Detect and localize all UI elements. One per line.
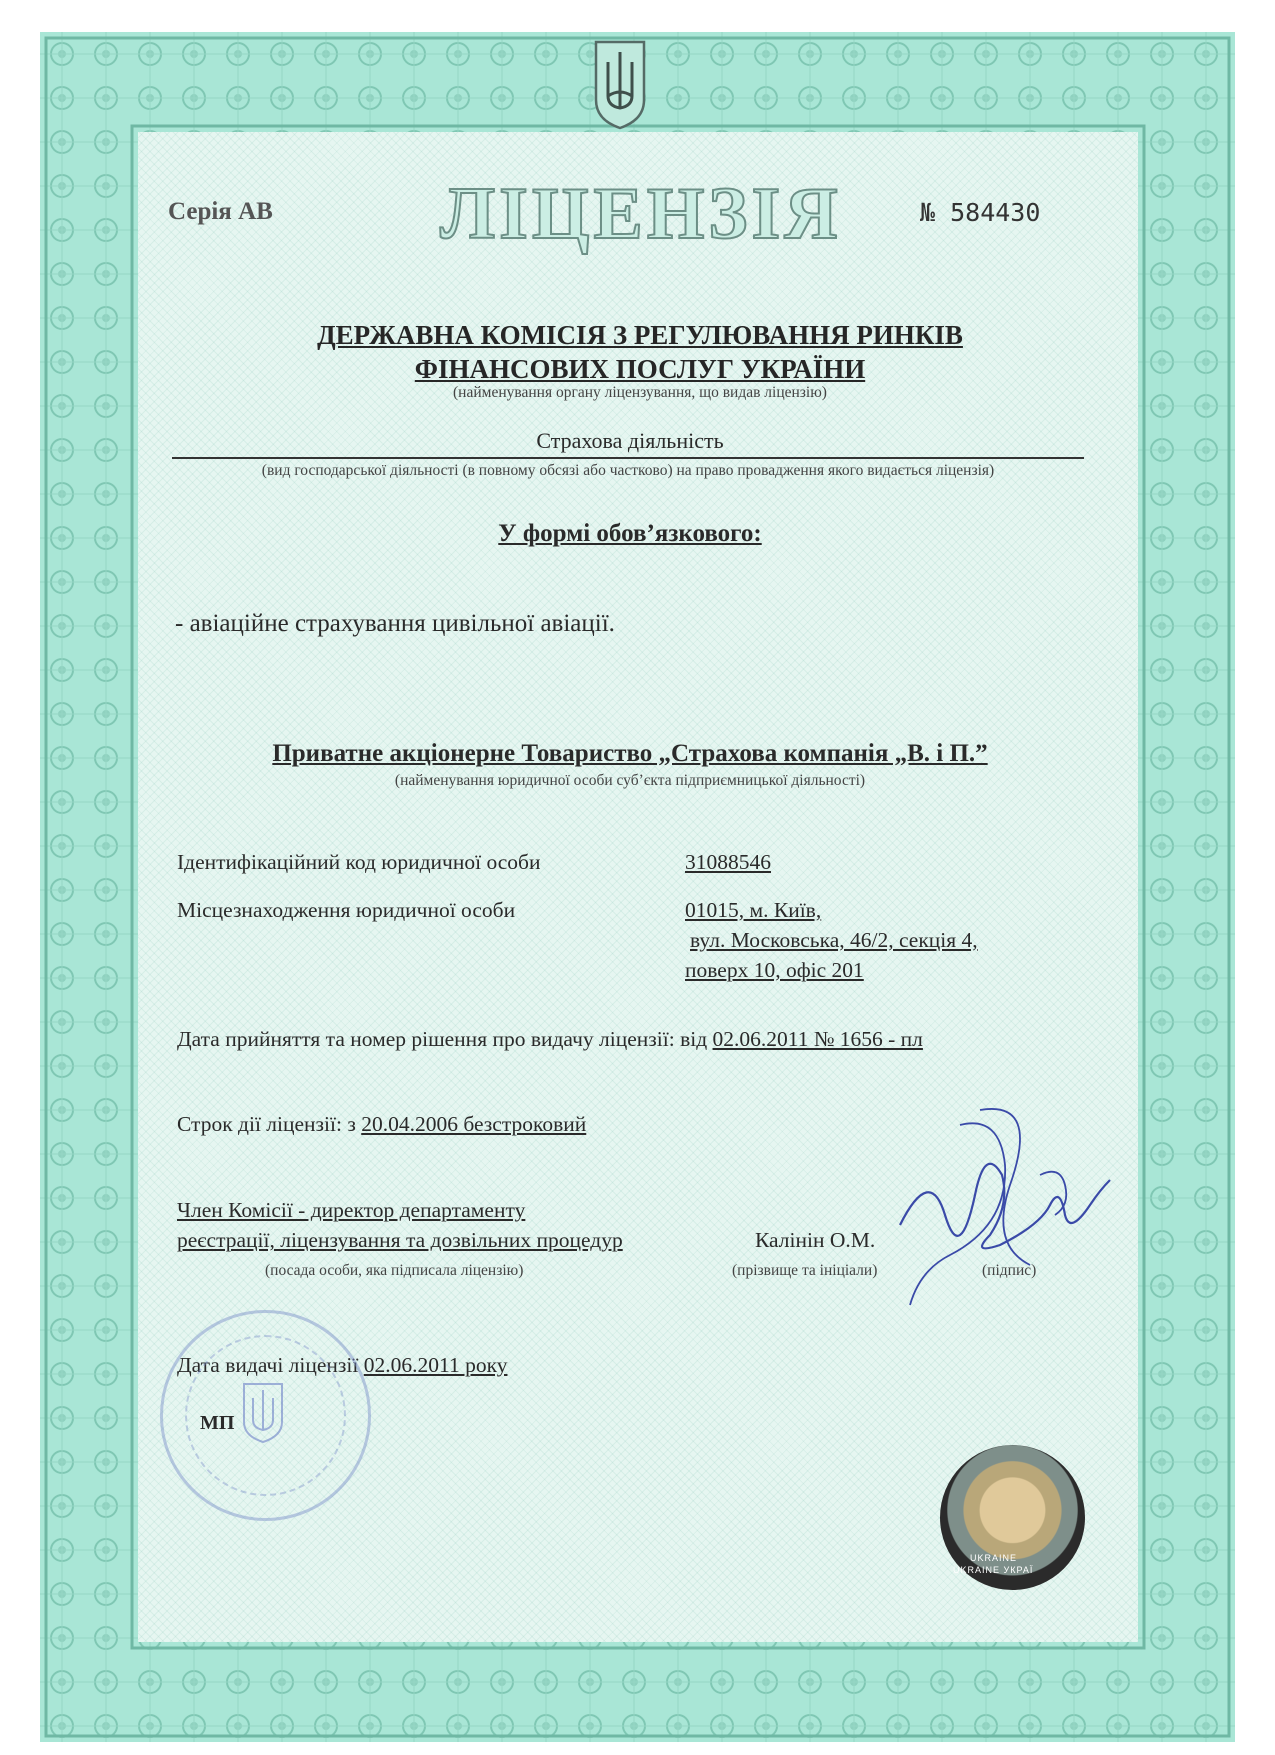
activity-rule — [172, 457, 1084, 459]
license-series: Серія АВ — [168, 198, 273, 225]
hologram-text-1: UKRAINE — [970, 1553, 1018, 1563]
address-label: Місцезнаходження юридичної особи — [177, 898, 516, 922]
stamp-trident-icon — [240, 1380, 286, 1444]
hologram-text-2: UKRAINE УКРАЇ — [953, 1565, 1034, 1575]
license-title: ЛІЦЕНЗІЯ — [440, 173, 842, 255]
handwritten-signature — [890, 1105, 1120, 1335]
signatory-position-caption: (посада особи, яка підписала ліцензію) — [265, 1262, 524, 1279]
signature-caption: (підпис) — [982, 1262, 1037, 1279]
license-number: № 584430 — [920, 198, 1041, 227]
signatory-position-line-1: Член Комісії - директор департаменту — [177, 1198, 526, 1222]
authority-line-2: ФІНАНСОВИХ ПОСЛУГ УКРАЇНИ — [414, 354, 866, 384]
signatory-name-caption: (прізвище та ініціали) — [732, 1262, 878, 1279]
seal-label: МП — [200, 1412, 235, 1434]
activity-caption: (вид господарської діяльності (в повному обсязі або частково) на право провадження якого видається ліцензія) — [261, 462, 995, 479]
validity-label: Строк дії ліцензії: з — [177, 1112, 356, 1136]
activity-type: Страхова діяльність — [536, 428, 724, 453]
form-heading: У формі обов’язкового: — [498, 520, 762, 547]
issue-date-label: Дата видачі ліцензії — [177, 1353, 359, 1377]
trident-emblem-icon — [592, 38, 648, 130]
decision-line — [177, 1027, 923, 1052]
licensee-name: Приватне акціонерне Товариство „Страхова компанія „В. і П.” — [272, 740, 988, 767]
insurance-item: - авіаційне страхування цивільної авіації. — [175, 610, 615, 637]
decision-label: Дата прийняття та номер рішення про видачу ліцензії: від — [177, 1027, 708, 1051]
id-code-label: Ідентифікаційний код юридичної особи — [177, 850, 541, 874]
signatory-name: Калінін О.М. — [755, 1228, 876, 1252]
address-line-3: поверх 10, офіс 201 — [685, 958, 864, 982]
issuing-authority — [200, 318, 1080, 386]
signatory-position-line-2: реєстрації, ліцензування та дозвільних процедур — [177, 1228, 623, 1252]
address-line-2: вул. Московська, 46/2, секція 4, — [690, 928, 978, 952]
decision-value: 02.06.2011 № 1656 - пл — [712, 1027, 923, 1051]
validity-value: 20.04.2006 безстроковий — [361, 1112, 587, 1136]
licensee-caption: (найменування юридичної особи суб’єкта підприємницької діяльності) — [394, 772, 866, 789]
id-code-value: 31088546 — [685, 850, 771, 874]
address-line-1: 01015, м. Київ, — [685, 898, 822, 922]
issue-date-value: 02.06.2011 року — [363, 1353, 508, 1377]
validity-line — [177, 1112, 586, 1137]
authority-line-1: ДЕРЖАВНА КОМІСІЯ З РЕГУЛЮВАННЯ РИНКІВ — [317, 320, 963, 350]
authority-caption: (найменування органу ліцензування, що видав ліцензію) — [453, 384, 827, 401]
